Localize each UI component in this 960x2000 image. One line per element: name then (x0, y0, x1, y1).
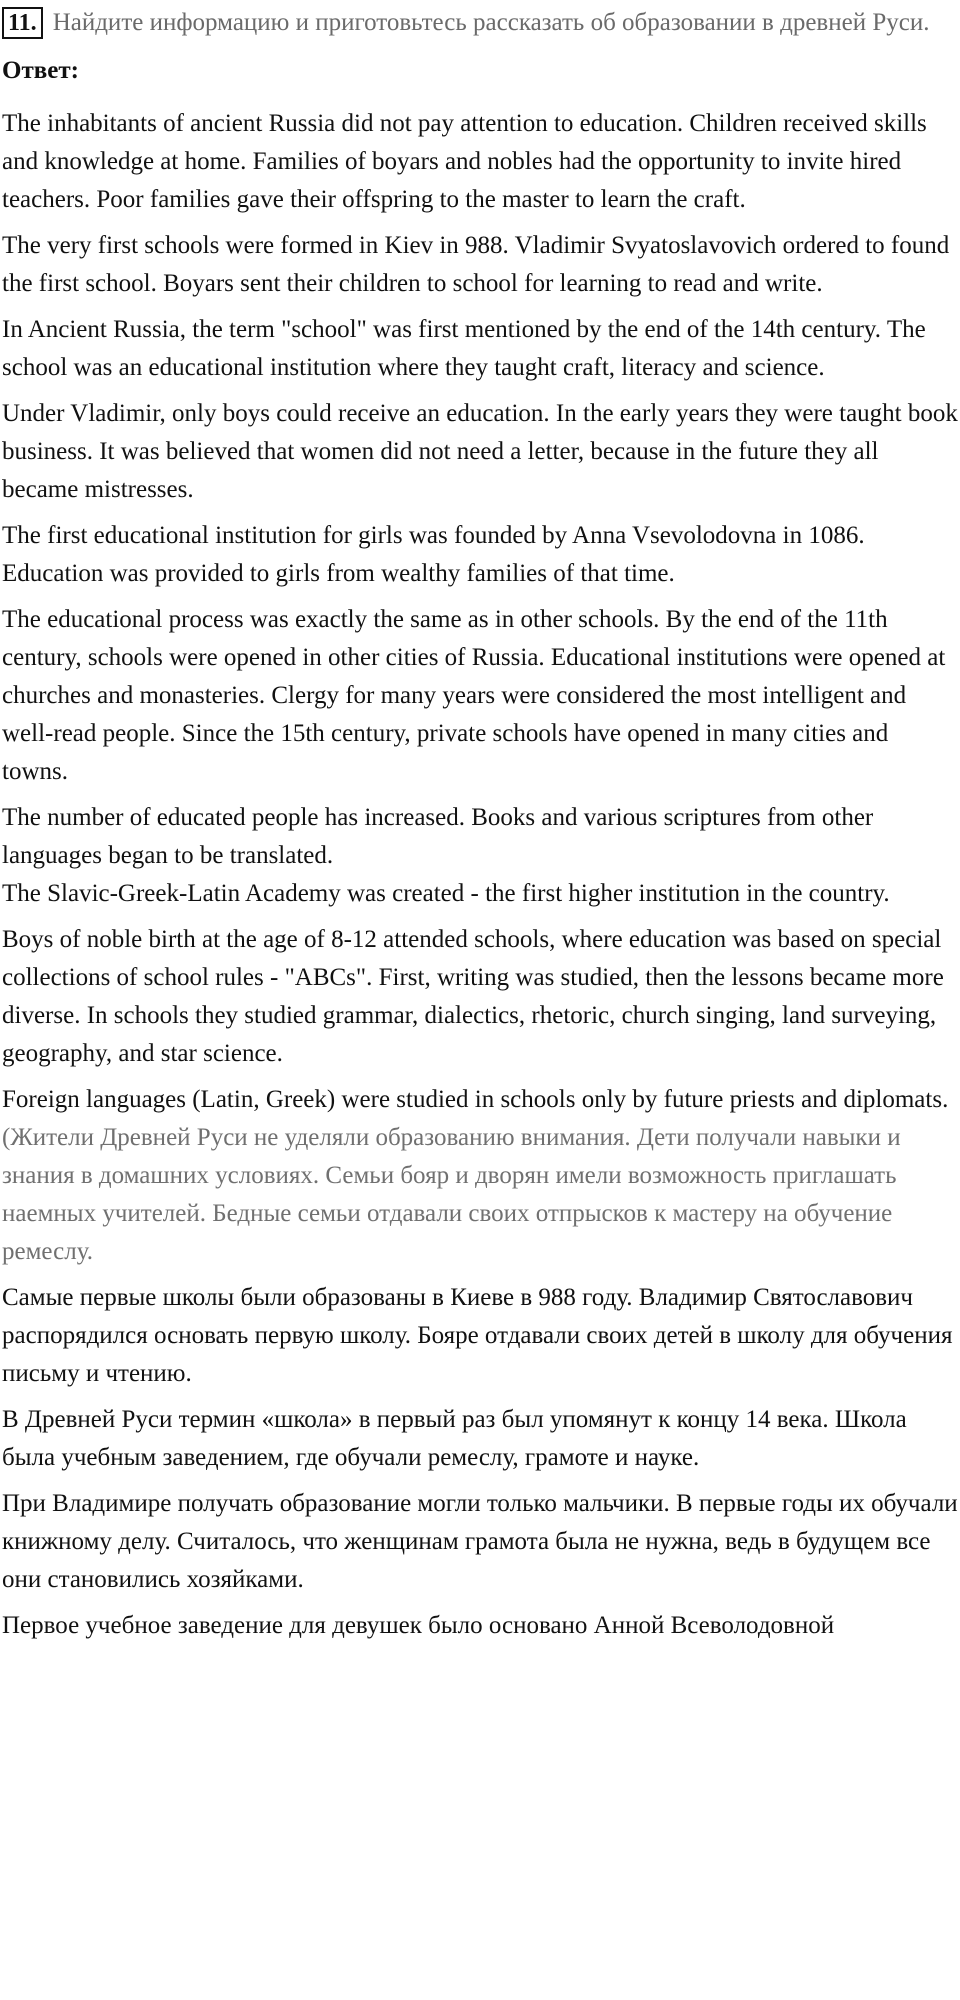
english-paragraph-7: The number of educated people has increased. Books and various scriptures from other languages began to be translated. (2, 804, 874, 869)
mixed-paragraph (2, 1081, 958, 1271)
mixed-paragraph-russian: (Жители Древней Руси не уделяли образованию внимания. Дети получали навыки и знания в домашних условиях. Семьи бояр и дворян имели возможность приглашать наемных учителей. Бедные семьи отдавали своих отпрысков к мастеру на обучение ремеслу. (2, 1124, 901, 1265)
russian-paragraph-2: В Древней Руси термин «школа» в первый раз был упомянут к концу 14 века. Школа была учебным заведением, где обучали ремеслу, грамоте и науке. (2, 1406, 907, 1471)
document-page (2, 4, 958, 1645)
task-header (2, 4, 958, 42)
russian-paragraph-1: Самые первые школы были образованы в Киеве в 988 году. Владимир Святославович распорядился основать первую школу. Бояре отдавали своих детей в школу для обучения письму и чтению. (2, 1284, 953, 1387)
english-paragraph-9: Boys of noble birth at the age of 8-12 attended schools, where education was based on special collections of school rules - "ABCs". First, writing was studied, then the lessons became more diverse. In schools they studied grammar, dialectics, rhetoric, church singing, land surveying, geography, and star science. (2, 926, 944, 1067)
task-prompt: Найдите информацию и приготовьтесь рассказать об образовании в древней Руси. (52, 9, 930, 36)
russian-paragraph-4: Первое учебное заведение для девушек было основано Анной Всеволодовной (2, 1612, 835, 1639)
english-paragraph-5: The first educational institution for girls was founded by Anna Vsevolodovna in 1086. Education was provided to girls from wealthy families of that time. (2, 522, 865, 587)
english-paragraph-2: The very first schools were formed in Kiev in 988. Vladimir Svyatoslavovich ordered to found the first school. Boyars sent their children to school for learning to read and write. (2, 232, 950, 297)
english-paragraph-1: The inhabitants of ancient Russia did not pay attention to education. Children received skills and knowledge at home. Families of boyars and nobles had the opportunity to invite hired teachers. Poor families gave their offspring to the master to learn the craft. (2, 110, 927, 213)
russian-paragraph-3: При Владимире получать образование могли только мальчики. В первые годы их обучали книжному делу. Считалось, что женщинам грамота была не нужна, ведь в будущем все они становились хозяйками. (2, 1490, 958, 1593)
english-paragraph-6: The educational process was exactly the same as in other schools. By the end of the 11th century, schools were opened in other cities of Russia. Educational institutions were opened at churches and monasteries. Clergy for many years were considered the most intelligent and well-read people. Since the 15th century, private schools have opened in many cities and towns. (2, 606, 946, 785)
english-answer (2, 105, 958, 1645)
task-number: 11. (2, 7, 43, 39)
answer-label: Ответ: (2, 57, 79, 84)
english-paragraph-4: Under Vladimir, only boys could receive an education. In the early years they were taught book business. It was believed that women did not need a letter, because in the future they all became mistresses. (2, 400, 958, 503)
english-paragraph-3: In Ancient Russia, the term "school" was first mentioned by the end of the 14th century. The school was an educational institution where they taught craft, literacy and science. (2, 316, 926, 381)
english-paragraph-8: The Slavic-Greek-Latin Academy was created - the first higher institution in the country. (2, 880, 890, 907)
mixed-paragraph-english: Foreign languages (Latin, Greek) were studied in schools only by future priests and diplomats. (2, 1086, 949, 1113)
